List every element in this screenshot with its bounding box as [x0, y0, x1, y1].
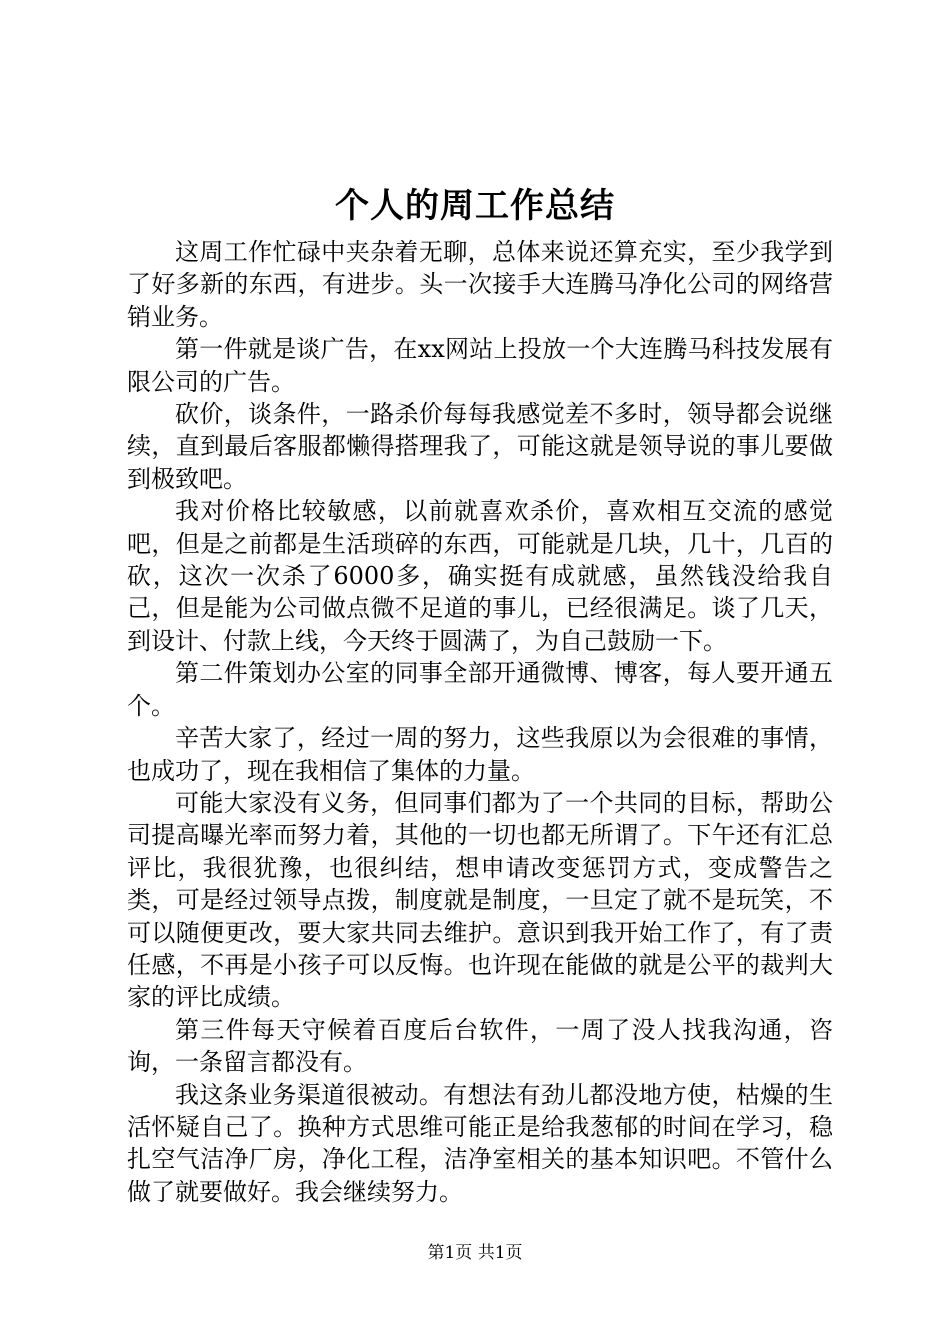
paragraph-1: 这周工作忙碌中夹杂着无聊，总体来说还算充实，至少我学到了好多新的东西，有进步。头一次接手大连腾马净化公司的网络营销业务。	[127, 238, 833, 331]
paragraph-8: 第三件每天守候着百度后台软件，一周了没人找我沟通，咨询，一条留言都没有。	[127, 1015, 833, 1077]
paragraph-6: 辛苦大家了，经过一周的努力，这些我原以为会很难的事情，也成功了，现在我相信了集体的力量。	[127, 724, 833, 785]
paragraph-9: 我这条业务渠道很被动。有想法有劲儿都没地方使，枯燥的生活怀疑自己了。换种方式思维可能正是给我葱郁的时间在学习，稳扎空气洁净厂房，净化工程，洁净室相关的基本知识吧。不管什么做了就要做好。我会继续努力。	[127, 1080, 833, 1206]
paragraph-2: 第一件就是谈广告，在xx网站上投放一个大连腾马科技发展有限公司的广告。	[127, 335, 833, 396]
document-body	[127, 236, 833, 1208]
paragraph-5: 第二件策划办公室的同事全部开通微博、博客，每人要开通五个。	[127, 659, 833, 720]
document-title: 个人的周工作总结	[335, 186, 615, 226]
paragraph-7: 可能大家没有义务，但同事们都为了一个共同的目标，帮助公司提高曝光率而努力着，其他的一切也都无所谓了。下午还有汇总评比，我很犹豫，也很纠结，想申请改变惩罚方式，变成警告之类，可是经过领导点拨，制度就是制度，一旦定了就不是玩笑，不可以随便更改，要大家共同去维护。意识到我开始工作了，有了责任感，不再是小孩子可以反悔。也许现在能做的就是公平的裁判大家的评比成绩。	[127, 788, 833, 1012]
paragraph-3: 砍价，谈条件，一路杀价每每我感觉差不多时，领导都会说继续，直到最后客服都懒得搭理我了，可能这就是领导说的事儿要做到极致吧。	[127, 400, 833, 493]
paragraph-4: 我对价格比较敏感，以前就喜欢杀价，喜欢相互交流的感觉吧，但是之前都是生活琐碎的东西，可能就是几块，几十，几百的砍，这次一次杀了6000多，确实挺有成就感，虽然钱没给我自己，但是能为公司做点微不足道的事儿，已经很满足。谈了几天，到设计、付款上线，今天终于圆满了，为自己鼓励一下。	[127, 497, 833, 655]
page-number-footer: 第1页 共1页	[427, 1243, 523, 1263]
